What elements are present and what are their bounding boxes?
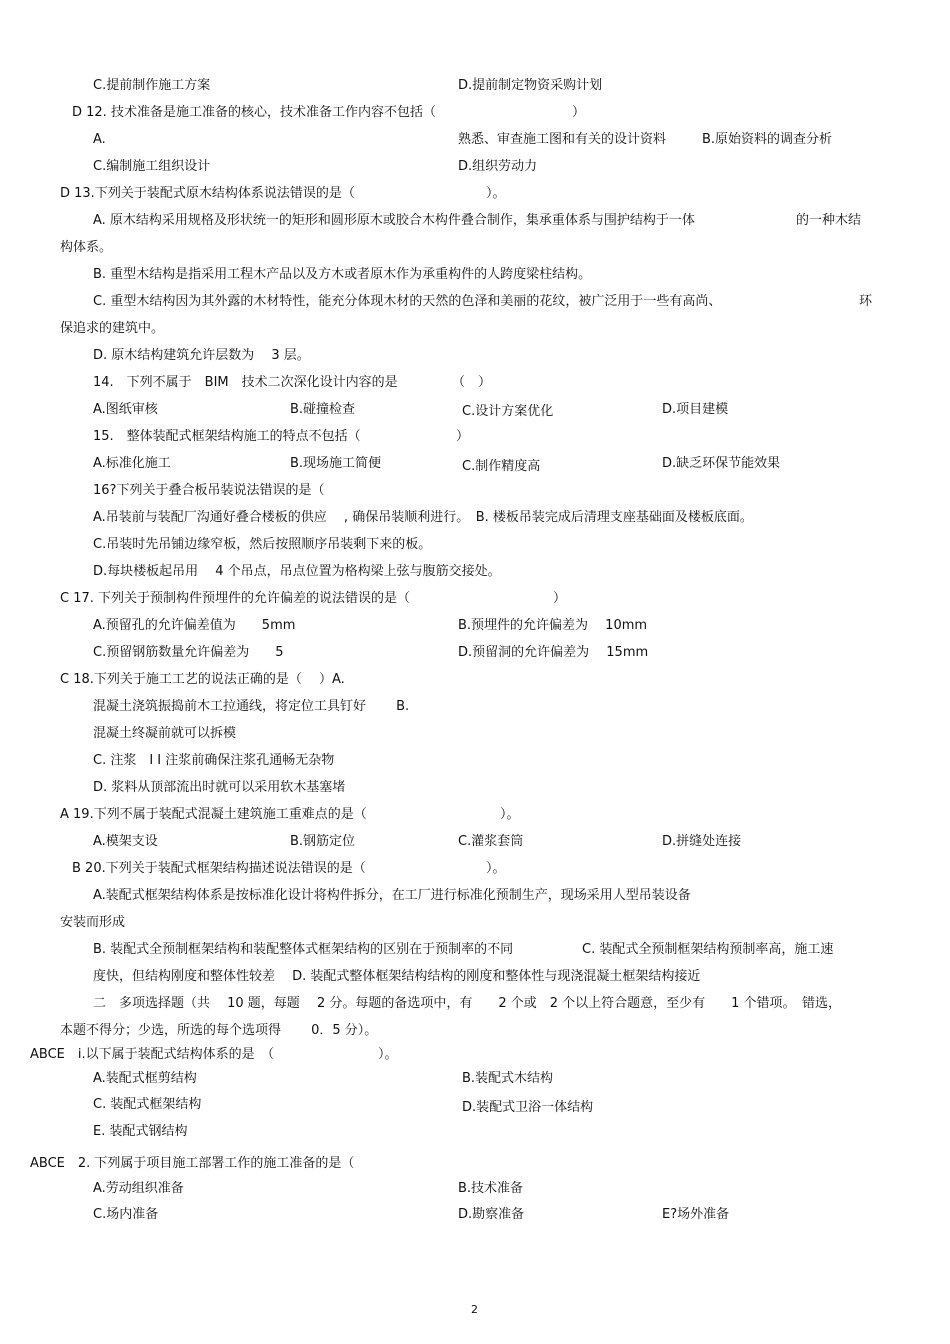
text-line: C.编制施工组织设计 [93,159,211,174]
text-line: 二 多项选择题（共 10 题，每题 2 分。每题的备选项中，有 2 个或 2 个以上符合题意，至少有 1 个错项。 错选， [93,996,842,1011]
text-line: （ ） [452,375,492,390]
text-line: D.提前制定物资采购计划 [458,78,603,93]
text-line: C.吊装时先吊铺边缘窄板，然后按照顺序吊装剩下来的板。 [93,537,432,552]
text-line: 15. 整体装配式框架结构施工的特点不包括（ [93,429,361,444]
text-line: D.项目建模 [662,402,729,417]
text-line: 环 [859,294,873,309]
text-line: ） [553,591,567,606]
text-line: C.提前制作施工方案 [93,78,211,93]
page-number: 2 [471,1303,478,1316]
text-line: D.预留洞的允许偏差为 15mm [458,645,649,660]
text-line: E?场外准备 [662,1207,730,1222]
text-line: D 13.下列关于装配式原木结构体系说法错误的是（ [60,186,355,201]
text-line: B.现场施工简便 [290,456,382,471]
text-line: A.劳动组织准备 [93,1181,184,1196]
text-line: A.模架支设 [93,834,158,849]
text-line: C.灌浆套筒 [458,834,524,849]
text-line: B.碰撞检查 [290,402,356,417]
text-line: 14. 下列不属于 BIM 技术二次深化设计内容的是 [93,375,398,390]
text-line: C.场内准备 [93,1207,159,1222]
text-line: 本题不得分；少选，所选的每个选项得 0．5 分）。 [60,1023,378,1038]
text-line: B.钢筋定位 [290,834,356,849]
text-line: B. 装配式全预制框架结构和装配整体式框架结构的区别在于预制率的不同 [93,942,514,957]
text-line: C 17. 下列关于预制构件预埋件的允许偏差的说法错误的是（ [60,591,411,606]
text-line: 混凝土终凝前就可以拆模 [93,726,237,741]
text-line: B.技术准备 [458,1181,524,1196]
text-line: ）。 [486,861,506,876]
text-line: D.组织劳动力 [458,159,538,174]
text-line: B.装配式木结构 [462,1071,554,1086]
text-line: E. 装配式钢结构 [93,1124,188,1139]
text-line: D. 浆料从顶部流出时就可以采用软木基塞堵 [93,780,346,795]
text-line: C 18.下列关于施工工艺的说法正确的是（ ）A. [60,672,345,687]
text-line: C. 重型木结构因为其外露的木材特性，能充分体现木材的天然的色泽和美丽的花纹，被广泛用于一些有高尚、 [93,294,722,309]
text-line: A.图纸审核 [93,402,158,417]
text-line: B.原始资料的调查分析 [702,132,833,147]
text-line: B 20.下列关于装配式框架结构描述说法错误的是（ [72,861,366,876]
text-line: D.每块楼板起吊用 4 个吊点，吊点位置为格构梁上弦与腹筋交接处。 [93,564,501,579]
text-line: A. [93,132,106,147]
text-line: B. 重型木结构是指采用工程木产品以及方木或者原木作为承重构件的人跨度梁柱结构。 [93,267,592,282]
text-line: C.制作精度高 [462,459,541,474]
text-line: ）。 [486,186,506,201]
text-line: ABCE i.以下属于装配式结构体系的是 （ [30,1047,275,1062]
text-line: A. 原木结构采用规格及形状统一的矩形和圆形原木或胶合木构件叠合制作，集承重体系与围护结构于一体 [93,213,695,228]
text-line: 混凝土浇筑振捣前木工拉通线，将定位工具钉好 B. [93,699,410,714]
text-line: C. 注浆 I I 注浆前确保注浆孔通畅无杂物 [93,753,335,768]
text-line: C.设计方案优化 [462,404,554,419]
text-line: C.预留钢筋数量允许偏差为 5 [93,645,284,660]
text-line: C. 装配式全预制框架结构预制率高，施工速 [582,942,834,957]
text-line: 构体系。 [60,240,113,255]
text-line: D.勘察准备 [458,1207,525,1222]
text-line: D 12. 技术准备是施工准备的核心，技术准备工作内容不包括（ [72,105,436,120]
text-line: C. 装配式框架结构 [93,1097,202,1112]
text-line: D. 原木结构建筑允许层数为 3 层。 [93,348,310,363]
text-line: A.标准化施工 [93,456,171,471]
text-line: ） [572,105,586,120]
text-line: A.吊装前与装配厂沟通好叠合楼板的供应 , 确保吊装顺利进行。 B. 楼板吊装完成后清理支座基础面及楼板底面。 [93,510,753,525]
text-line: A.装配式框架结构体系是按标准化设计将构件拆分，在工厂进行标准化预制生产，现场采用人型吊装设备 [93,888,691,903]
text-line: ABCE 2. 下列属于项目施工部署工作的施工准备的是（ [30,1156,355,1171]
text-line: 16?下列关于叠合板吊装说法错误的是（ [93,483,325,498]
text-line: A.装配式框剪结构 [93,1071,197,1086]
text-line: 熟悉、审查施工图和有关的设计资料 [458,132,667,147]
text-line: D.拼缝处连接 [662,834,742,849]
text-line: D.缺乏环保节能效果 [662,456,781,471]
text-line: 安装而形成 [60,915,126,930]
text-line: 保追求的建筑中。 [60,321,165,336]
text-line: A 19.下列不属于装配式混凝土建筑施工重难点的是（ [60,807,367,822]
text-line: ） [456,429,470,444]
text-line: ）。 [378,1047,398,1062]
text-line: A.预留孔的允许偏差值为 5mm [93,618,296,633]
text-line: 的一种木结 [796,213,862,228]
text-line: ）。 [500,807,520,822]
text-line: 度快，但结构刚度和整体性较差 D. 装配式整体框架结构结构的刚度和整体性与现浇混凝土框架结构接近 [93,969,701,984]
text-line: B.预埋件的允许偏差为 10mm [458,618,648,633]
text-line: D.装配式卫浴一体结构 [462,1100,594,1115]
